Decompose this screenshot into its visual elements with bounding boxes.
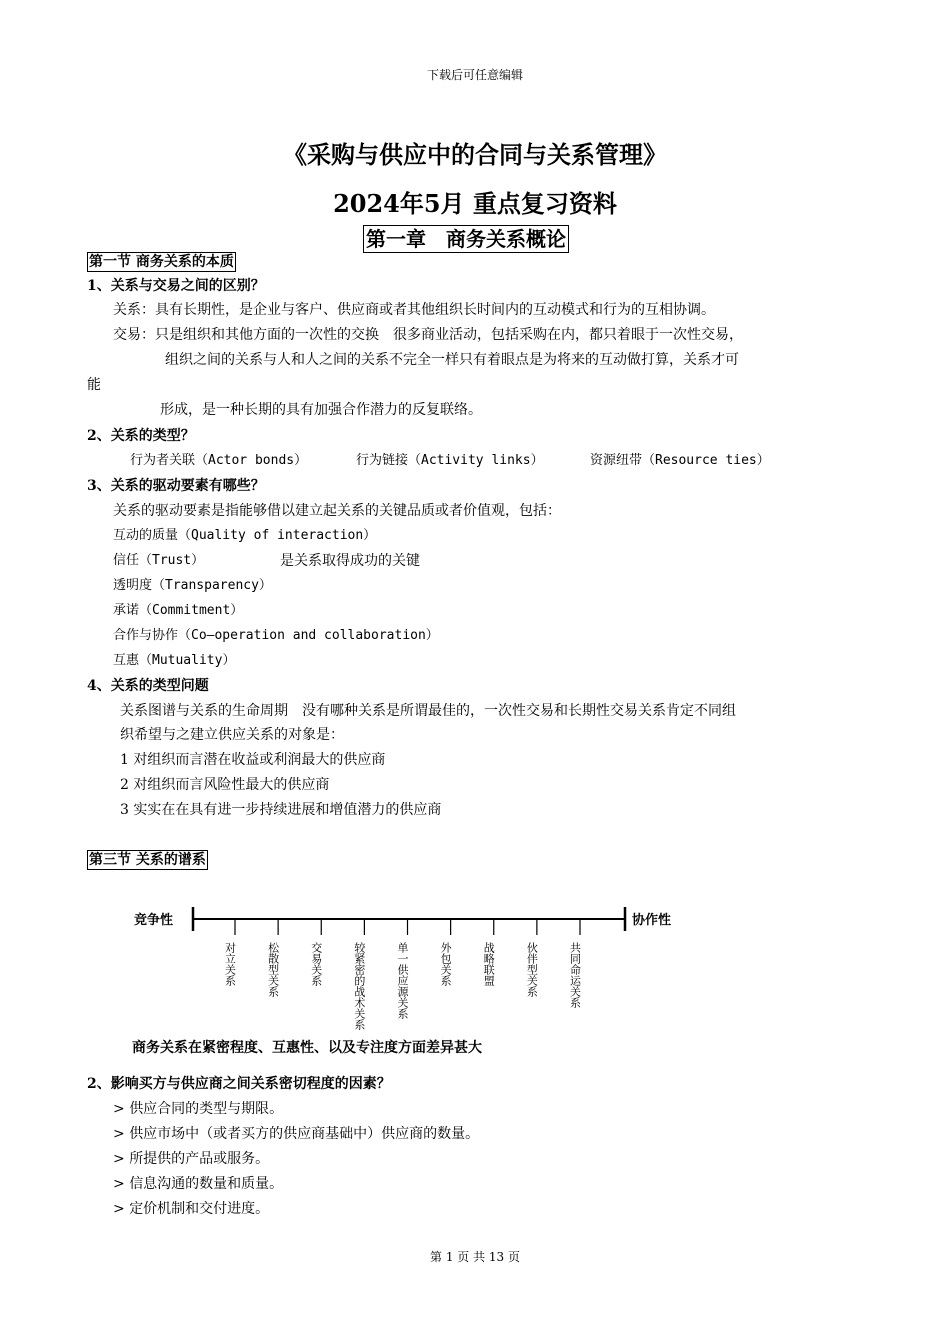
spectrum-tick-label: 伙伴型关系 xyxy=(525,942,539,997)
section-title-1: 第一节 商务关系的本质 xyxy=(89,254,234,270)
relation-type-activity: 行为链接（Activity links） xyxy=(356,453,544,468)
relation-type-actor: 行为者关联（Actor bonds） xyxy=(130,453,308,468)
chapter-title: 第一章 商务关系概论 xyxy=(363,225,569,253)
driver-item: 信任（Trust） xyxy=(113,553,205,568)
driver-item: 合作与协作（Co—operation and collaboration） xyxy=(113,628,439,643)
factor-text: 供应市场中（或者买方的供应商基础中）供应商的数量。 xyxy=(129,1126,480,1142)
factor-item: > 供应合同的类型与期限。 xyxy=(113,1101,284,1117)
document-subtitle: 2024年5月 重点复习资料 xyxy=(333,189,617,218)
spectrum-left-label: 竞争性 xyxy=(134,913,174,928)
transaction-definition: 交易：只是组织和其他方面的一次性的交换 很多商业活动，包括采购在内，都只着眼于一次性交易， xyxy=(113,327,743,343)
question-1-heading: 1、关系与交易之间的区别？ xyxy=(87,278,265,294)
relation-type-resource: 资源纽带（Resource ties） xyxy=(590,453,770,468)
spectrum-tick-label: 松散型关系 xyxy=(266,942,280,997)
trust-note: 是关系取得成功的关键 xyxy=(280,553,420,569)
spectrum-tick-label: 较紧密的战术关系 xyxy=(352,942,366,1030)
transaction-end: 形成，是一种长期的具有加强合作潜力的反复联络。 xyxy=(160,402,482,418)
spectrum-tick-label: 战略联盟 xyxy=(482,942,496,986)
transaction-wrap: 能 xyxy=(87,377,101,393)
spectrum-caption: 商务关系在紧密程度、互惠性、以及专注度方面差异甚大 xyxy=(132,1040,482,1056)
spectrum-ticks xyxy=(224,919,582,1030)
question-2-heading: 2、关系的类型？ xyxy=(87,428,195,444)
factors-heading: 2、影响买方与供应商之间关系密切程度的因素？ xyxy=(87,1076,391,1092)
factor-item: > 定价机制和交付进度。 xyxy=(113,1201,270,1217)
spectrum-tick-label: 外包关系 xyxy=(439,942,453,986)
transaction-continued: 组织之间的关系与人和人之间的关系不完全一样只有着眼点是为将来的互动做打算，关系才可 xyxy=(165,352,739,368)
spectrum-tick-label: 交易关系 xyxy=(309,942,323,986)
relationship-spectrum-diagram xyxy=(120,895,720,1065)
factor-text: 供应合同的类型与期限。 xyxy=(129,1101,284,1117)
question-3-heading: 3、关系的驱动要素有哪些？ xyxy=(87,478,265,494)
document-title: 《采购与供应中的合同与关系管理》 xyxy=(283,140,667,169)
factor-text: 定价机制和交付进度。 xyxy=(129,1201,270,1217)
driver-item: 互动的质量（Quality of interaction） xyxy=(113,528,377,543)
supplier-target-item: 1 对组织而言潜在收益或利润最大的供应商 xyxy=(120,752,386,768)
relation-map-text-wrap: 织希望与之建立供应关系的对象是： xyxy=(120,727,344,743)
factor-item: > 信息沟通的数量和质量。 xyxy=(113,1176,284,1192)
header-note: 下载后可任意编辑 xyxy=(426,68,523,82)
factor-text: 信息沟通的数量和质量。 xyxy=(129,1176,284,1192)
relation-definition: 关系：具有长期性，是企业与客户、供应商或者其他组织长时间内的互动模式和行为的互相协调。 xyxy=(113,302,715,318)
supplier-target-item: 3 实实在在具有进一步持续进展和增值潜力的供应商 xyxy=(120,802,442,818)
spectrum-tick-label: 共同命运关系 xyxy=(568,942,582,1008)
factor-item: > 供应市场中（或者买方的供应商基础中）供应商的数量。 xyxy=(113,1126,480,1142)
driver-item: 互惠（Mutuality） xyxy=(113,653,236,668)
spectrum-tick-label: 单一供应源关系 xyxy=(396,942,409,1019)
factor-item: > 所提供的产品或服务。 xyxy=(113,1151,270,1167)
driver-intro: 关系的驱动要素是指能够借以建立起关系的关键品质或者价值观，包括： xyxy=(113,503,561,519)
driver-item: 透明度（Transparency） xyxy=(113,578,272,593)
factor-text: 所提供的产品或服务。 xyxy=(129,1151,270,1167)
relation-map-text: 关系图谱与关系的生命周期 没有哪种关系是所谓最佳的，一次性交易和长期性交易关系肯定不同组 xyxy=(120,703,736,719)
spectrum-tick-label: 对立关系 xyxy=(223,942,237,986)
driver-item: 承诺（Commitment） xyxy=(113,603,244,618)
spectrum-right-label: 协作性 xyxy=(632,913,672,928)
page-footer: 第 1 页 共 13 页 xyxy=(430,1250,520,1264)
question-4-heading: 4、关系的类型问题 xyxy=(87,678,209,694)
section-title-3: 第三节 关系的谱系 xyxy=(89,852,206,868)
supplier-target-item: 2 对组织而言风险性最大的供应商 xyxy=(120,777,330,793)
